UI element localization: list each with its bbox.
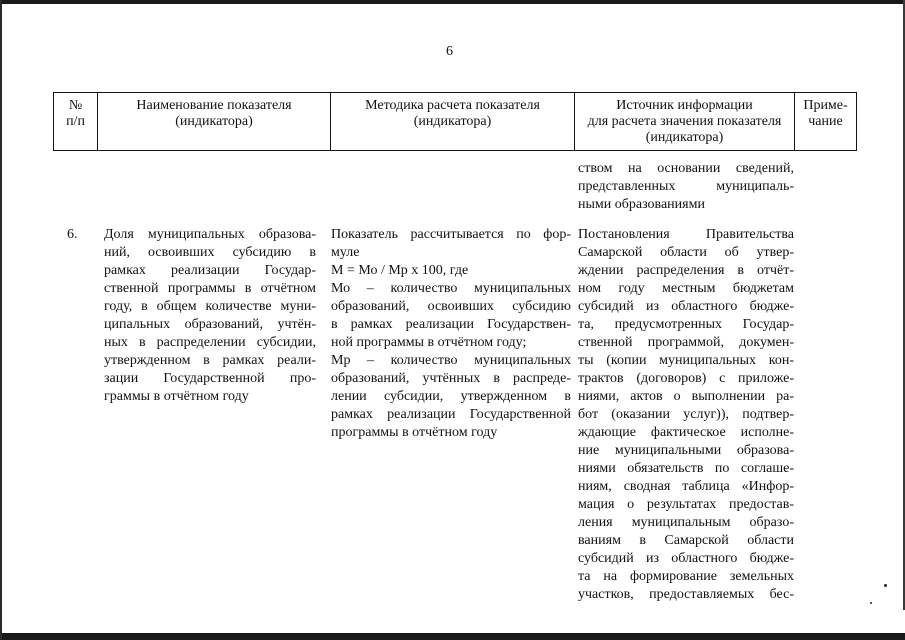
source-line: ления муниципальным образо- (578, 515, 794, 530)
name-line: граммы в отчётном году (104, 389, 249, 404)
source-line: субсидий из областного бюдже- (578, 299, 794, 314)
source-line: бот (оказании услуг)), подтвер- (578, 407, 794, 422)
name-line: Доля муниципальных образова- (104, 227, 316, 242)
source-line: Постановления Правительства (578, 227, 794, 242)
scan-left-edge (0, 0, 2, 640)
scan-speck (884, 584, 887, 587)
header-method-line: (индикатора) (413, 114, 492, 129)
header-note-line: Приме- (803, 98, 848, 113)
method-line: в рамках реализации Государствен- (331, 317, 571, 332)
source-line: ном году местным бюджетам (578, 281, 794, 296)
name-line: ципальных образований, учтён- (104, 317, 316, 332)
name-line: рамках реализации Государ- (104, 263, 316, 278)
calculation-method (331, 226, 571, 442)
method-line: Мо – количество муниципальных (331, 281, 571, 296)
source-line: мация о результатах предостав- (578, 497, 794, 512)
header-source-line: (индикатора) (645, 130, 724, 145)
method-line: Показатель рассчитывается по фор- (331, 227, 571, 242)
header-name (98, 93, 331, 151)
header-note (795, 93, 857, 151)
source-line: ваниям в Самарской области (578, 533, 794, 548)
source-line: та на формирование земельных (578, 569, 794, 584)
method-line: Мр – количество муниципальных (331, 353, 571, 368)
header-source-line: Источник информации (616, 98, 753, 113)
header-num-line: п/п (66, 114, 85, 129)
method-line: образований, освоивших субсидию (331, 299, 571, 314)
header-source-line: для расчета значения показателя (587, 114, 782, 129)
header-num (54, 93, 98, 151)
source-line: ниям, сводная таблица «Инфор- (578, 479, 794, 494)
table-header (53, 92, 857, 151)
method-line: муле (331, 245, 360, 260)
source-line: ством на основании сведений, (578, 161, 794, 176)
method-line: ной программы в отчётном году; (331, 335, 527, 350)
source-line: представленных муниципаль- (578, 179, 794, 194)
source-line: та, предусмотренных Государ- (578, 317, 794, 332)
information-source (578, 226, 794, 604)
source-line: трактов (договоров) с приложе- (578, 371, 794, 386)
source-line: Самарской области об утвер- (578, 245, 794, 260)
row-number: 6. (67, 227, 78, 242)
source-line: ными образованиями (578, 197, 705, 212)
source-line: ниями, актов о выполнении ра- (578, 389, 794, 404)
header-name-line: Наименование показателя (136, 98, 292, 113)
scan-speck (870, 602, 872, 604)
name-line: ний, освоивших субсидию в (104, 245, 316, 260)
header-row (54, 93, 857, 151)
name-line: утвержденном в рамках реали- (104, 353, 316, 368)
scan-top-border (0, 0, 905, 4)
header-method-line: Методика расчета показателя (365, 98, 540, 113)
method-line: образований, учтённых в распреде- (331, 371, 571, 386)
source-line: ственной программой, докумен- (578, 335, 794, 350)
name-line: ственной программы в отчётном (104, 281, 316, 296)
source-line: ждающие фактическое исполне- (578, 425, 794, 440)
name-line: зации Государственной про- (104, 371, 316, 386)
page-number: 6 (446, 44, 453, 59)
source-line: субсидий из областного бюдже- (578, 551, 794, 566)
method-line: лении субсидии, утвержденном в (331, 389, 571, 404)
header-source (575, 93, 795, 151)
source-line: ние муниципальными образова- (578, 443, 794, 458)
source-line: участков, предоставляемых бес- (578, 587, 794, 602)
header-note-line: чание (808, 114, 843, 129)
method-line: рамках реализации Государственной (331, 407, 571, 422)
header-method (331, 93, 575, 151)
method-line: М = Мо / Мр х 100, где (331, 263, 469, 278)
source-line: ты (копии муниципальных кон- (578, 353, 794, 368)
name-line: ных в распределении субсидии, (104, 335, 316, 350)
source-line: ниями обязательств по соглаше- (578, 461, 794, 476)
continuation-source (578, 160, 794, 214)
indicator-name (104, 226, 316, 406)
scan-bottom-border (0, 633, 905, 640)
method-line: программы в отчётном году (331, 425, 498, 440)
source-line: ждении распределения в отчёт- (578, 263, 794, 278)
name-line: году, в общем количестве муни- (104, 299, 316, 314)
header-num-line: № (68, 98, 83, 113)
header-name-line: (индикатора) (175, 114, 253, 129)
